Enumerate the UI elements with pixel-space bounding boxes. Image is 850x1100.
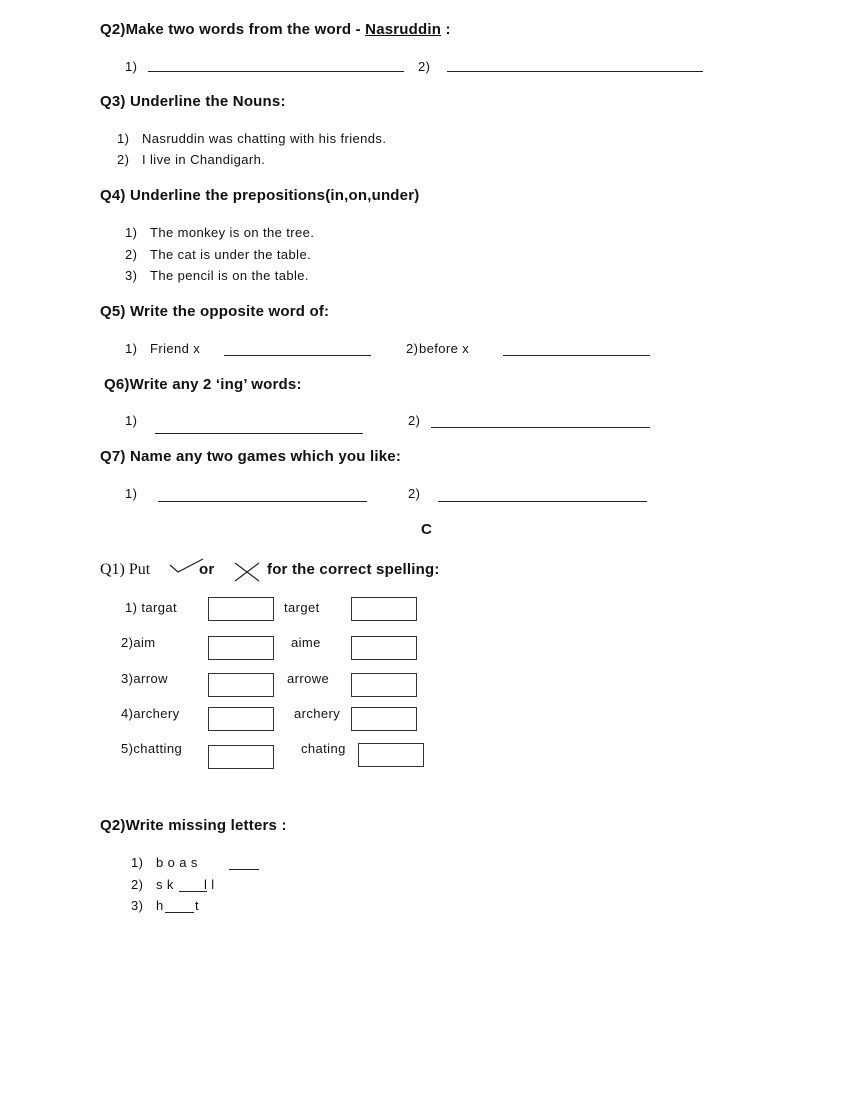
spelling-row-5-left-box[interactable] [208, 745, 274, 769]
section-c-label: C [421, 521, 433, 538]
q5-item-2-num: 2) [406, 341, 419, 356]
spelling-row-2-left: 2)aim [121, 635, 156, 650]
spelling-row-1-left: 1) targat [125, 600, 178, 615]
q4-item-1-text: The monkey is on the tree. [150, 225, 315, 240]
q3-item-2-text: I live in Chandigarh. [142, 152, 266, 167]
question-q7-title: Q7) Name any two games which you like: [100, 448, 402, 465]
q4-item-2-text: The cat is under the table. [150, 247, 312, 262]
spelling-row-5-left: 5)chatting [121, 741, 183, 756]
spelling-row-2-right: aime [291, 635, 321, 650]
question-q2-title [100, 21, 451, 38]
q2-answer-1-label: 1) [125, 59, 138, 74]
spelling-row-2-right-box[interactable] [351, 636, 417, 660]
q6-answer-2-blank[interactable] [431, 427, 650, 428]
missing-item-3-num: 3) [131, 898, 144, 913]
q5-item-1-num: 1) [125, 341, 138, 356]
spelling-row-5-right-box[interactable] [358, 743, 424, 767]
spelling-row-3-right-box[interactable] [351, 673, 417, 697]
c-q1-put-text: Q1) Put [100, 561, 151, 578]
spelling-row-2-left-box[interactable] [208, 636, 274, 660]
cross-icon [234, 561, 260, 583]
q4-item-1-num: 1) [125, 225, 138, 240]
q6-answer-1-blank[interactable] [155, 433, 363, 434]
missing-item-1-blank[interactable] [229, 869, 259, 870]
spelling-row-4-right: archery [294, 706, 341, 721]
q7-answer-2-label: 2) [408, 486, 421, 501]
spelling-row-1-left-box[interactable] [208, 597, 274, 621]
question-q5-title: Q5) Write the opposite word of: [100, 303, 330, 320]
spelling-row-3-left: 3)arrow [121, 671, 168, 686]
question-c-q2-title: Q2)Write missing letters : [100, 817, 287, 834]
q7-answer-1-label: 1) [125, 486, 138, 501]
q2-answer-2-label: 2) [418, 59, 431, 74]
q2-answer-1-blank[interactable] [148, 71, 404, 72]
spelling-row-3-left-box[interactable] [208, 673, 274, 697]
spelling-row-3-right: arrowe [287, 671, 330, 686]
q5-item-1-blank[interactable] [224, 355, 371, 356]
q2-source-word: Nasruddin [365, 21, 442, 38]
q2-prefix: Q2)Make two words from the word - [100, 21, 366, 38]
q4-item-3-num: 3) [125, 268, 138, 283]
spelling-row-5-right: chating [301, 741, 346, 756]
missing-item-1-num: 1) [131, 855, 144, 870]
q4-item-2-num: 2) [125, 247, 138, 262]
spelling-row-4-left-box[interactable] [208, 707, 274, 731]
missing-item-2-blank[interactable] [179, 891, 207, 892]
q6-answer-1-label: 1) [125, 413, 138, 428]
q6-answer-2-label: 2) [408, 413, 421, 428]
q5-item-2-blank[interactable] [503, 355, 650, 356]
q2-answer-2-blank[interactable] [447, 71, 703, 72]
missing-item-2-letters-a: s k [156, 877, 174, 892]
q7-answer-2-blank[interactable] [438, 501, 647, 502]
q3-item-2-num: 2) [117, 152, 130, 167]
question-q3-title: Q3) Underline the Nouns: [100, 93, 286, 110]
c-q1-rest-text: for the correct spelling: [267, 561, 440, 578]
spelling-row-4-left: 4)archery [121, 706, 180, 721]
spelling-row-1-right: target [284, 600, 320, 615]
missing-item-3-blank[interactable] [165, 912, 194, 913]
question-q4-title: Q4) Underline the prepositions(in,on,under) [100, 187, 420, 204]
question-c-q1-title [100, 561, 150, 579]
missing-item-2-letters-b: l l [204, 877, 215, 892]
q5-item-1-text: Friend x [150, 341, 201, 356]
spelling-row-1-right-box[interactable] [351, 597, 417, 621]
q3-item-1-num: 1) [117, 131, 130, 146]
q7-answer-1-blank[interactable] [158, 501, 367, 502]
c-q1-or-text: or [199, 561, 215, 578]
q4-item-3-text: The pencil is on the table. [150, 268, 309, 283]
missing-item-2-num: 2) [131, 877, 144, 892]
missing-item-3-letters-a: h [156, 898, 164, 913]
q3-item-1-text: Nasruddin was chatting with his friends. [142, 131, 387, 146]
missing-item-3-letters-b: t [195, 898, 200, 913]
missing-item-1-letters: b o a s [156, 855, 198, 870]
question-q6-title: Q6)Write any 2 ‘ing’ words: [104, 376, 302, 393]
q2-suffix: : [441, 21, 451, 38]
q5-item-2-text: before x [419, 341, 470, 356]
spelling-row-4-right-box[interactable] [351, 707, 417, 731]
